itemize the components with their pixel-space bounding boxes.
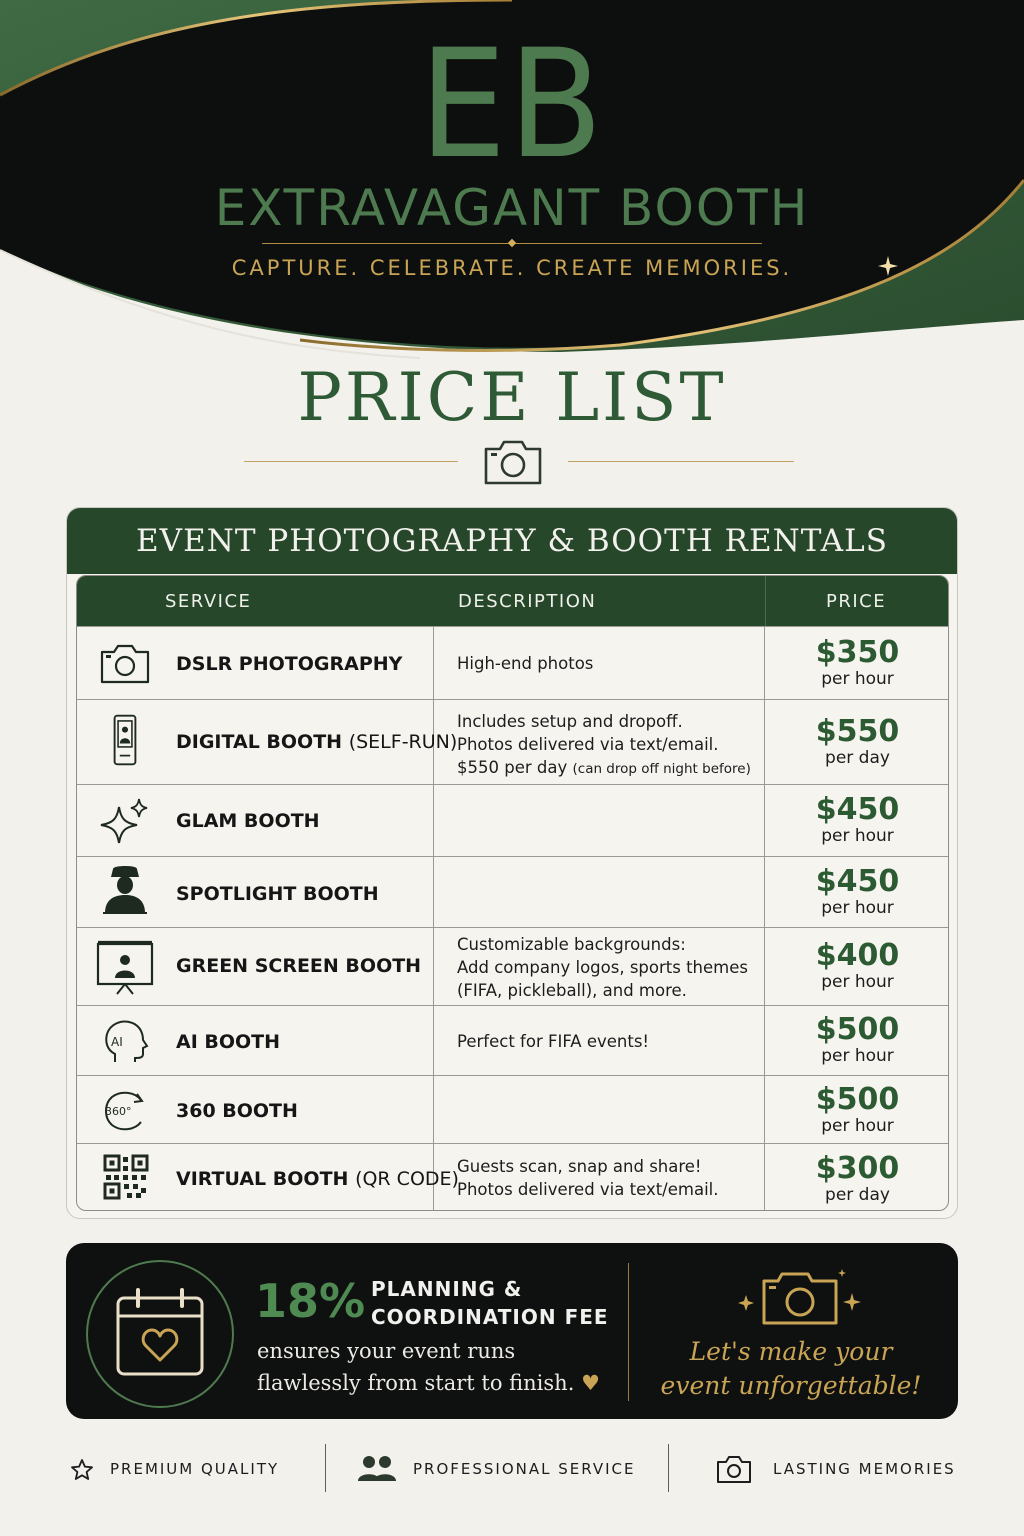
- ai-head-icon: [99, 1016, 151, 1068]
- column-header-description: DESCRIPTION: [458, 591, 597, 612]
- page-title: PRICE LIST: [297, 359, 727, 436]
- service-name: 360 BOOTH: [176, 1100, 298, 1122]
- rotate-360-icon: [99, 1084, 151, 1136]
- camera-icon: [99, 638, 151, 690]
- price-value: $300: [815, 1151, 900, 1186]
- table-row: [77, 626, 949, 699]
- svg-text:AI: AI: [111, 1035, 123, 1049]
- price-table: [76, 575, 949, 1211]
- footer-divider: [325, 1444, 326, 1492]
- people-icon: [357, 1454, 397, 1482]
- table-row: [77, 1005, 949, 1075]
- svg-text:360°: 360°: [105, 1105, 132, 1118]
- star-icon: [70, 1458, 94, 1482]
- service-description: High-end photos: [457, 654, 594, 673]
- price-cell: [765, 785, 949, 856]
- service-description: Perfect for FIFA events!: [457, 1032, 650, 1051]
- service-description: Guests scan, snap and share! Photos delivered via text/email.: [457, 1157, 719, 1199]
- table-row: [77, 699, 949, 784]
- price-cell: [765, 1006, 949, 1075]
- fee-description: ensures your event runs flawlessly from start to finish. ♥: [257, 1339, 600, 1395]
- title-rule-right: [568, 461, 794, 462]
- header: [0, 0, 1024, 360]
- service-name: DIGITAL BOOTH (SELF-RUN): [176, 731, 458, 753]
- brand-monogram: EB: [419, 18, 605, 192]
- calendar-badge: [86, 1260, 234, 1408]
- camera-icon: [716, 1454, 752, 1484]
- banner-divider: [628, 1263, 629, 1401]
- service-name: DSLR PHOTOGRAPHY: [176, 653, 403, 675]
- fee-percent: 18%: [255, 1274, 366, 1328]
- price-value: $500: [815, 1012, 900, 1047]
- price-unit: per hour: [821, 898, 894, 918]
- footer-item-lasting-memories: LASTING MEMORIES: [714, 1444, 964, 1494]
- service-name: AI BOOTH: [176, 1031, 281, 1053]
- service-name: VIRTUAL BOOTH (QR CODE): [176, 1168, 459, 1190]
- service-name: SPOTLIGHT BOOTH: [176, 883, 379, 905]
- price-cell: [765, 700, 949, 784]
- calendar-heart-icon: [86, 1260, 234, 1408]
- service-name: GLAM BOOTH: [176, 810, 320, 832]
- service-description: Includes setup and dropoff. Photos delivered via text/email. $550 per day (can drop off night before): [457, 712, 751, 777]
- table-row: [77, 1143, 949, 1211]
- service-description: Customizable backgrounds: Add company logos, sports themes (FIFA, pickleball), and more.: [457, 935, 748, 1000]
- table-heading: EVENT PHOTOGRAPHY & BOOTH RENTALS: [67, 508, 957, 574]
- brand-tagline: CAPTURE. CELEBRATE. CREATE MEMORIES.: [231, 256, 793, 280]
- slogan: Let's make your event unforgettable!: [660, 1337, 922, 1400]
- column-header-price: PRICE: [826, 591, 887, 612]
- table-header-row: [77, 576, 949, 626]
- sparkle-camera-icon: [736, 1263, 866, 1333]
- price-value: $450: [815, 864, 900, 899]
- footer-divider: [668, 1444, 669, 1492]
- footer-item-premium-quality: PREMIUM QUALITY: [66, 1444, 316, 1494]
- price-cell: [765, 928, 949, 1005]
- price-unit: per day: [825, 1185, 890, 1205]
- table-row: [77, 927, 949, 1005]
- coordination-fee-banner: [66, 1243, 958, 1419]
- price-value: $400: [815, 938, 900, 973]
- qr-code-icon: [103, 1154, 149, 1200]
- price-unit: per hour: [821, 826, 894, 846]
- table-row: [77, 856, 949, 927]
- price-unit: per hour: [821, 669, 894, 689]
- service-name: GREEN SCREEN BOOTH: [176, 955, 422, 977]
- footer-item-professional-service: PROFESSIONAL SERVICE: [355, 1444, 655, 1494]
- price-unit: per hour: [821, 1046, 894, 1066]
- price-value: $350: [815, 635, 900, 670]
- heart-icon: ♥: [581, 1371, 600, 1395]
- spotlight-person-icon: [99, 865, 151, 917]
- brand-name: EXTRAVAGANT BOOTH: [214, 179, 810, 237]
- price-value: $450: [815, 792, 900, 827]
- camera-icon: [482, 435, 544, 487]
- title-rule-left: [244, 461, 458, 462]
- price-value: $550: [815, 714, 900, 749]
- green-screen-icon: [95, 938, 155, 996]
- price-value: $500: [815, 1082, 900, 1117]
- phone-booth-icon: [99, 714, 151, 766]
- price-unit: per hour: [821, 972, 894, 992]
- price-table-card: [66, 507, 958, 1219]
- price-cell: [765, 627, 949, 699]
- price-unit: per hour: [821, 1116, 894, 1136]
- sparkle-icon: [99, 795, 151, 847]
- column-header-service: SERVICE: [165, 591, 252, 612]
- price-unit: per day: [825, 748, 890, 768]
- price-cell: [765, 1144, 949, 1211]
- price-cell: [765, 857, 949, 927]
- price-cell: [765, 1076, 949, 1143]
- fee-label: PLANNING & COORDINATION FEE: [371, 1277, 609, 1329]
- table-row: [77, 1075, 949, 1143]
- table-row: [77, 784, 949, 856]
